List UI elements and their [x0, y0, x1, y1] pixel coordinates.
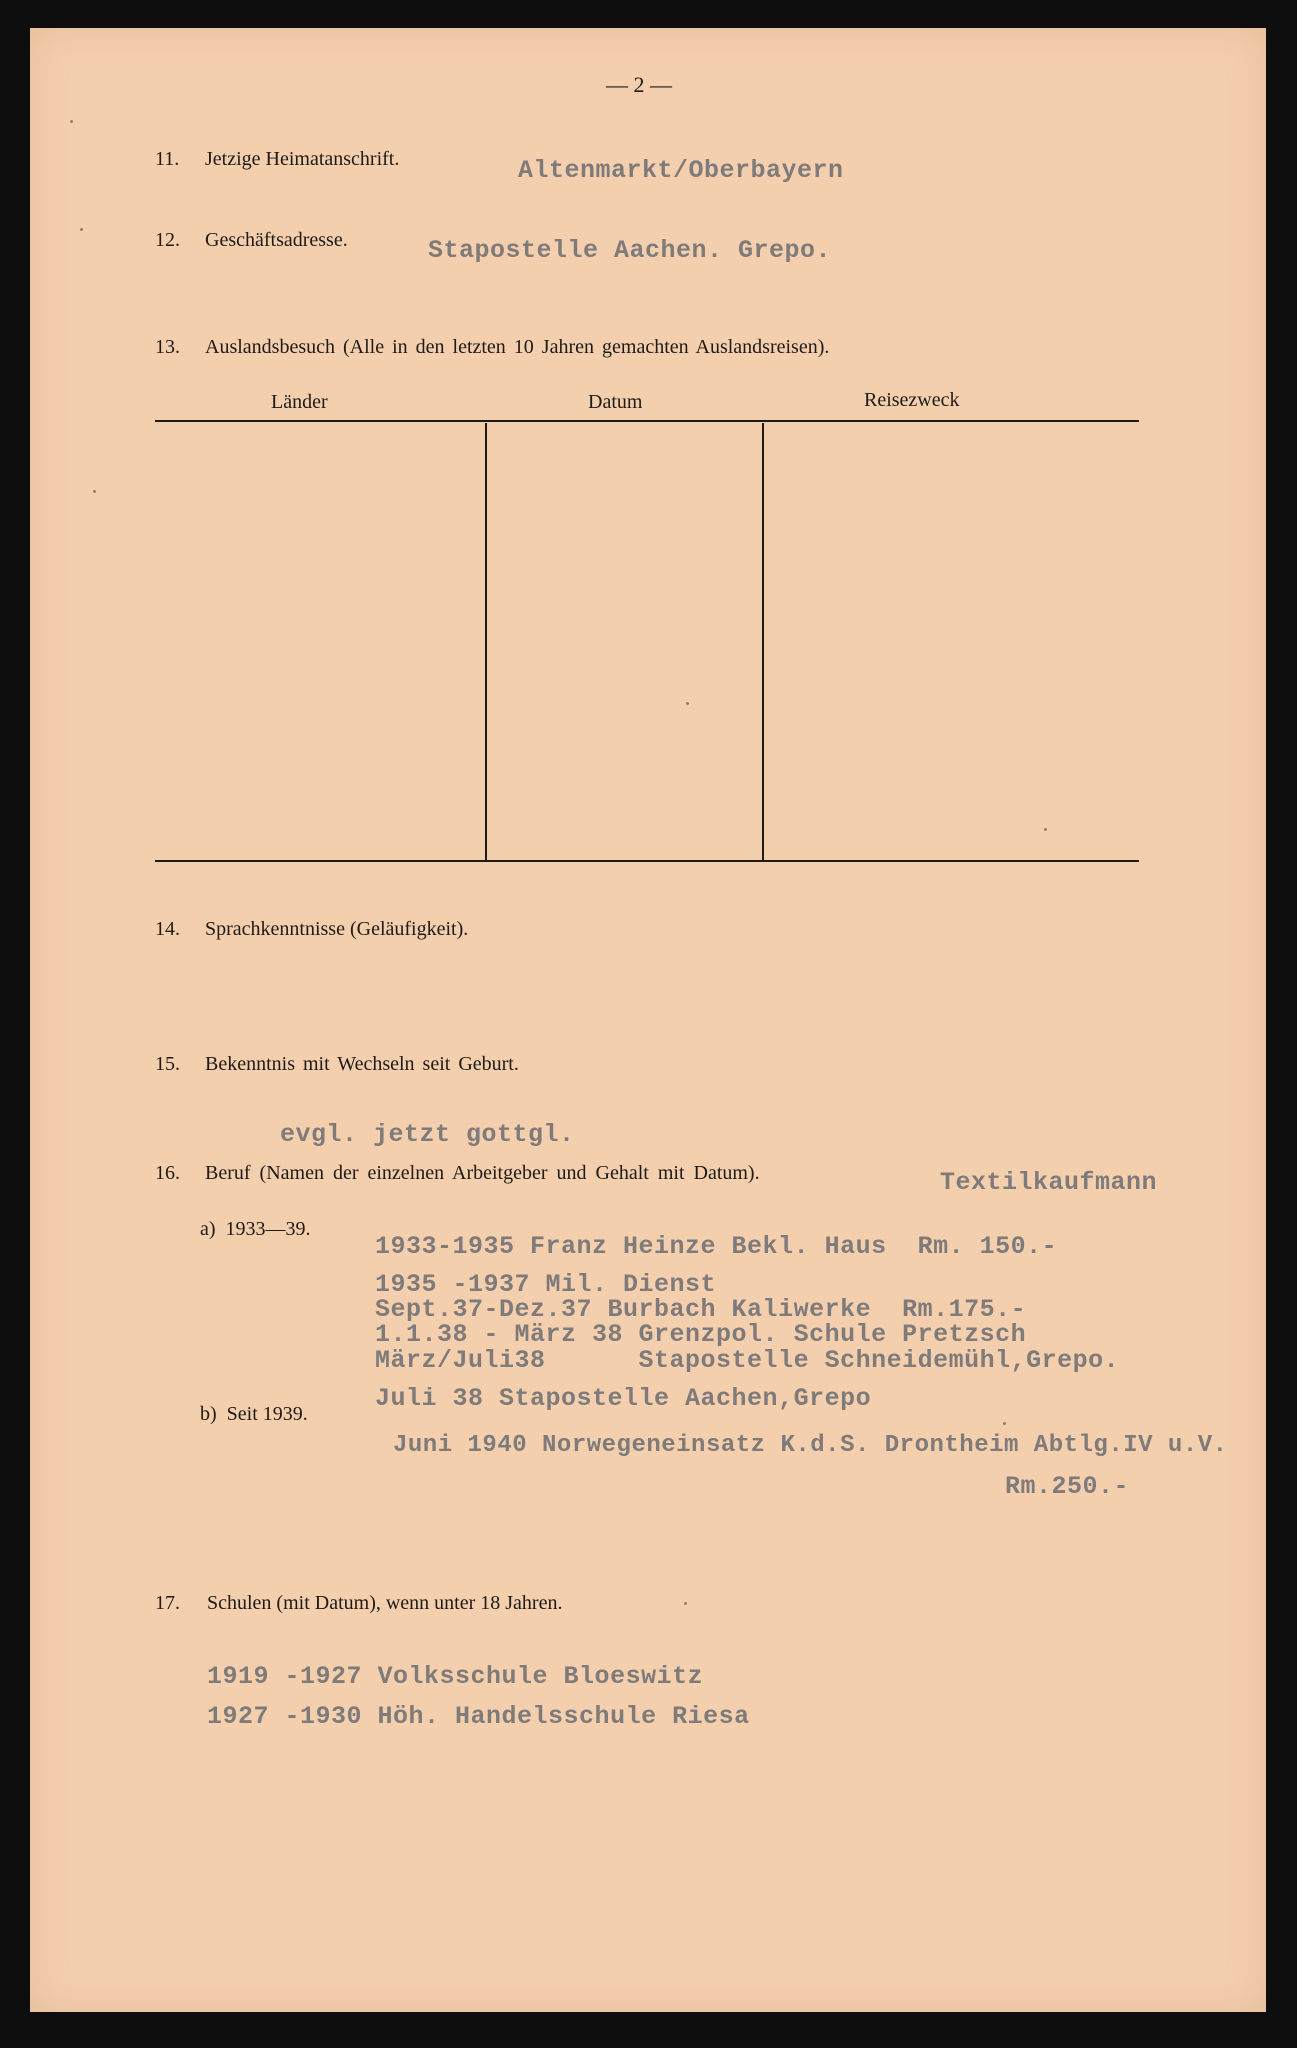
- paper-speck: [80, 228, 83, 231]
- paper-speck: [70, 120, 73, 123]
- field-16-label: Beruf (Namen der einzelnen Arbeitgeber und Gehalt mit Datum).: [205, 1162, 760, 1184]
- field-16-value: Textilkaufmann: [940, 1168, 1158, 1197]
- table-bottom-rule: [155, 860, 1139, 862]
- field-12-value: Stapostelle Aachen. Grepo.: [428, 236, 832, 265]
- field-13-number: 13.: [155, 336, 180, 358]
- paper-speck: [93, 490, 96, 493]
- field-16-number: 16.: [155, 1162, 180, 1184]
- table-col-divider-2: [762, 423, 764, 861]
- field-11-value: Altenmarkt/Oberbayern: [518, 156, 844, 185]
- school-line-1: 1919 -1927 Volksschule Bloeswitz: [207, 1662, 704, 1691]
- employment-line-8: Rm.250.-: [1005, 1472, 1130, 1501]
- employment-line-3: Sept.37-Dez.37 Burbach Kaliwerke Rm.175.-: [375, 1295, 1027, 1324]
- field-15-value: evgl. jetzt gottgl.: [280, 1120, 575, 1149]
- field-14-label: Sprachkenntnisse (Geläufigkeit).: [205, 918, 469, 940]
- field-17-label: Schulen (mit Datum), wenn unter 18 Jahren.: [207, 1592, 563, 1614]
- field-12-label: Geschäftsadresse.: [205, 229, 348, 251]
- field-14-number: 14.: [155, 918, 180, 940]
- field-11-label: Jetzige Heimatanschrift.: [205, 148, 400, 170]
- table-header-datum: Datum: [588, 391, 643, 413]
- employment-line-5: März/Juli38 Stapostelle Schneidemühl,Grepo.: [375, 1346, 1120, 1375]
- field-17-number: 17.: [155, 1592, 180, 1614]
- paper-speck: [1044, 828, 1047, 831]
- table-col-divider-1: [485, 423, 487, 861]
- field-16-a-label: a) 1933—39.: [200, 1218, 311, 1240]
- field-15-number: 15.: [155, 1053, 180, 1075]
- employment-line-4: 1.1.38 - März 38 Grenzpol. Schule Pretzsch: [375, 1320, 1027, 1349]
- field-12-number: 12.: [155, 229, 180, 251]
- employment-line-1: 1933-1935 Franz Heinze Bekl. Haus Rm. 150.-: [375, 1232, 1058, 1261]
- paper-speck: [684, 1602, 687, 1605]
- table-header-reisezweck: Reisezweck: [864, 389, 960, 411]
- paper-speck: [686, 702, 689, 705]
- table-top-rule: [155, 420, 1139, 422]
- table-header-laender: Länder: [271, 391, 328, 413]
- field-15-label: Bekenntnis mit Wechseln seit Geburt.: [205, 1053, 519, 1075]
- field-16-b-label: b) Seit 1939.: [200, 1403, 308, 1425]
- school-line-2: 1927 -1930 Höh. Handelsschule Riesa: [207, 1702, 750, 1731]
- page-number: — 2 —: [606, 72, 672, 97]
- field-13-label: Auslandsbesuch (Alle in den letzten 10 Jahren gemachten Auslandsreisen).: [205, 336, 830, 358]
- field-11-number: 11.: [155, 148, 180, 170]
- employment-line-2: 1935 -1937 Mil. Dienst: [375, 1270, 717, 1299]
- employment-line-6: Juli 38 Stapostelle Aachen,Grepo: [375, 1384, 872, 1413]
- employment-line-7: Juni 1940 Norwegeneinsatz K.d.S. Drontheim Abtlg.IV u.V.: [393, 1432, 1228, 1459]
- paper-speck: [1003, 1422, 1006, 1425]
